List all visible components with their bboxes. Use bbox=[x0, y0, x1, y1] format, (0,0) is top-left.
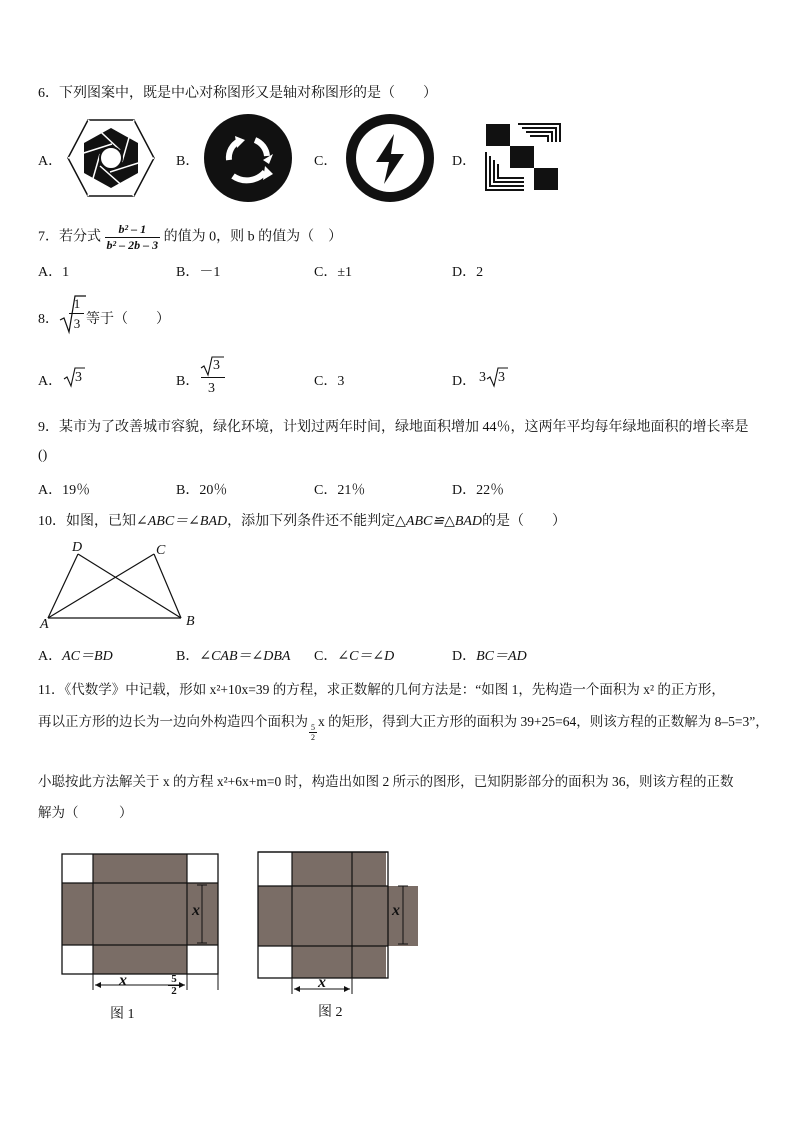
q8-option-a-label: A． bbox=[38, 374, 63, 389]
q10-triangle-diagram bbox=[38, 540, 208, 632]
q10-stem-d: △ABC≌△BAD bbox=[395, 514, 483, 529]
q8-option-b-label: B． bbox=[176, 374, 200, 389]
q10-label-b: B bbox=[186, 614, 195, 629]
q6-option-a-label: A． bbox=[38, 154, 63, 169]
q10-stem-a: 10．如图，已知 bbox=[38, 514, 136, 529]
q6-stem: 6．下列图案中，既是中心对称图形又是轴对称图形的是（ ） bbox=[38, 86, 437, 101]
q8-prefix: 8． bbox=[38, 312, 59, 327]
q8-frac-num: 1 bbox=[73, 296, 81, 311]
q8-option-d-label: D． bbox=[452, 374, 477, 389]
q11-line3: 小聪按此方法解关于 x 的方程 x²+6x+m=0 时，构造出如图 2 所示的图形，已知阴影部分的面积为 36，则该方程的正数 bbox=[38, 774, 734, 789]
fig1-five-halves: 5 2 bbox=[168, 974, 180, 997]
q10-option-c: C．∠C＝∠D bbox=[314, 649, 395, 664]
q6-option-b-label: B． bbox=[176, 154, 200, 169]
fig2-x-bottom-label: x bbox=[318, 974, 326, 991]
q7-denominator: b² – 2b – 3 bbox=[106, 238, 159, 252]
q8-frac-den: 3 bbox=[73, 316, 81, 331]
q8-option-d-radicand: 3 bbox=[498, 370, 505, 385]
q9-option-a: A．19％ bbox=[38, 483, 91, 498]
q11-line4: 解为（ ） bbox=[38, 805, 133, 820]
q11-line1: 11．《代数学》中记载，形如 x²+10x=39 的方程，求正数解的几何方法是：“如图 1，先构造一个面积为 x² 的正方形， bbox=[38, 682, 725, 697]
fig2-x-side-label: x bbox=[392, 902, 400, 919]
q10-option-b: B．∠CAB＝∠DBA bbox=[176, 649, 291, 664]
lightning-power-icon bbox=[344, 114, 436, 202]
q10-label-a: A bbox=[40, 617, 49, 632]
fig1-x-side-label: x bbox=[192, 902, 200, 919]
q10-stem-c: ，添加下列条件还不能判定 bbox=[227, 514, 396, 529]
q7-option-b: B．－1 bbox=[176, 265, 221, 280]
q10-stem bbox=[38, 510, 566, 530]
fig1-caption: 图 1 bbox=[110, 1007, 135, 1022]
q8-suffix: 等于（ ） bbox=[86, 312, 170, 327]
q9-stem-line2: () bbox=[38, 448, 48, 463]
q7-fraction bbox=[105, 222, 161, 253]
q9-option-b: B．20％ bbox=[176, 483, 228, 498]
q8-option-c: C．3 bbox=[314, 374, 345, 389]
q7-option-d: D．2 bbox=[452, 265, 484, 280]
q9-option-c: C．21％ bbox=[314, 483, 366, 498]
q7-suffix: 的值为 0，则 b 的值为（ ） bbox=[163, 229, 343, 245]
q11-figure-1 bbox=[60, 852, 220, 1024]
q10-option-d: D．BC＝AD bbox=[452, 649, 527, 664]
q11-line2 bbox=[38, 710, 769, 743]
circle-arrows-icon bbox=[203, 116, 293, 200]
q10-stem-b: ∠ABC＝∠BAD bbox=[136, 514, 228, 529]
q11-line2-b: x 的矩形，得到大正方形的面积为 39+25=64，则该方程的正数解为 8–5=3”， bbox=[318, 714, 769, 729]
q7-stem bbox=[38, 222, 342, 253]
q8-option-a-radicand: 3 bbox=[75, 370, 82, 385]
q8-option-b-denominator: 3 bbox=[208, 381, 215, 396]
q11-line2-a: 再以正方形的边长为一边向外构造四个面积为 bbox=[38, 714, 308, 729]
q6-option-d-label: D． bbox=[452, 154, 477, 169]
q7-option-a: A．1 bbox=[38, 265, 70, 280]
fig2-caption: 图 2 bbox=[318, 1005, 343, 1020]
q9-stem-line1: 9．某市为了改善城市容貌，绿化环境，计划过两年时间，绿地面积增加 44％，这两年平均每年绿地面积的增长率是 bbox=[38, 420, 749, 435]
q11-five-halves: $\frac{5}{2}$ bbox=[311, 723, 315, 743]
fig1-x-bottom-label: x bbox=[119, 972, 127, 989]
q8-option-b-radicand: 3 bbox=[213, 358, 220, 373]
hexagon-aperture-icon bbox=[66, 116, 156, 200]
q10-stem-e: 的是（ ） bbox=[482, 514, 567, 529]
stepped-squares-icon bbox=[484, 122, 562, 192]
q10-label-c: C bbox=[156, 543, 166, 558]
q10-option-a: A．AC＝BD bbox=[38, 649, 113, 664]
q7-option-c: C．±1 bbox=[314, 265, 353, 280]
q8-option-d-coef: 3 bbox=[479, 370, 486, 385]
q11-figure-2 bbox=[256, 850, 416, 1022]
q6-option-c-label: C． bbox=[314, 154, 338, 169]
q7-prefix: 7．若分式 bbox=[38, 229, 101, 245]
q10-label-d: D bbox=[72, 540, 83, 555]
q7-numerator: b² – 1 bbox=[105, 222, 161, 238]
q9-option-d: D．22％ bbox=[452, 483, 505, 498]
